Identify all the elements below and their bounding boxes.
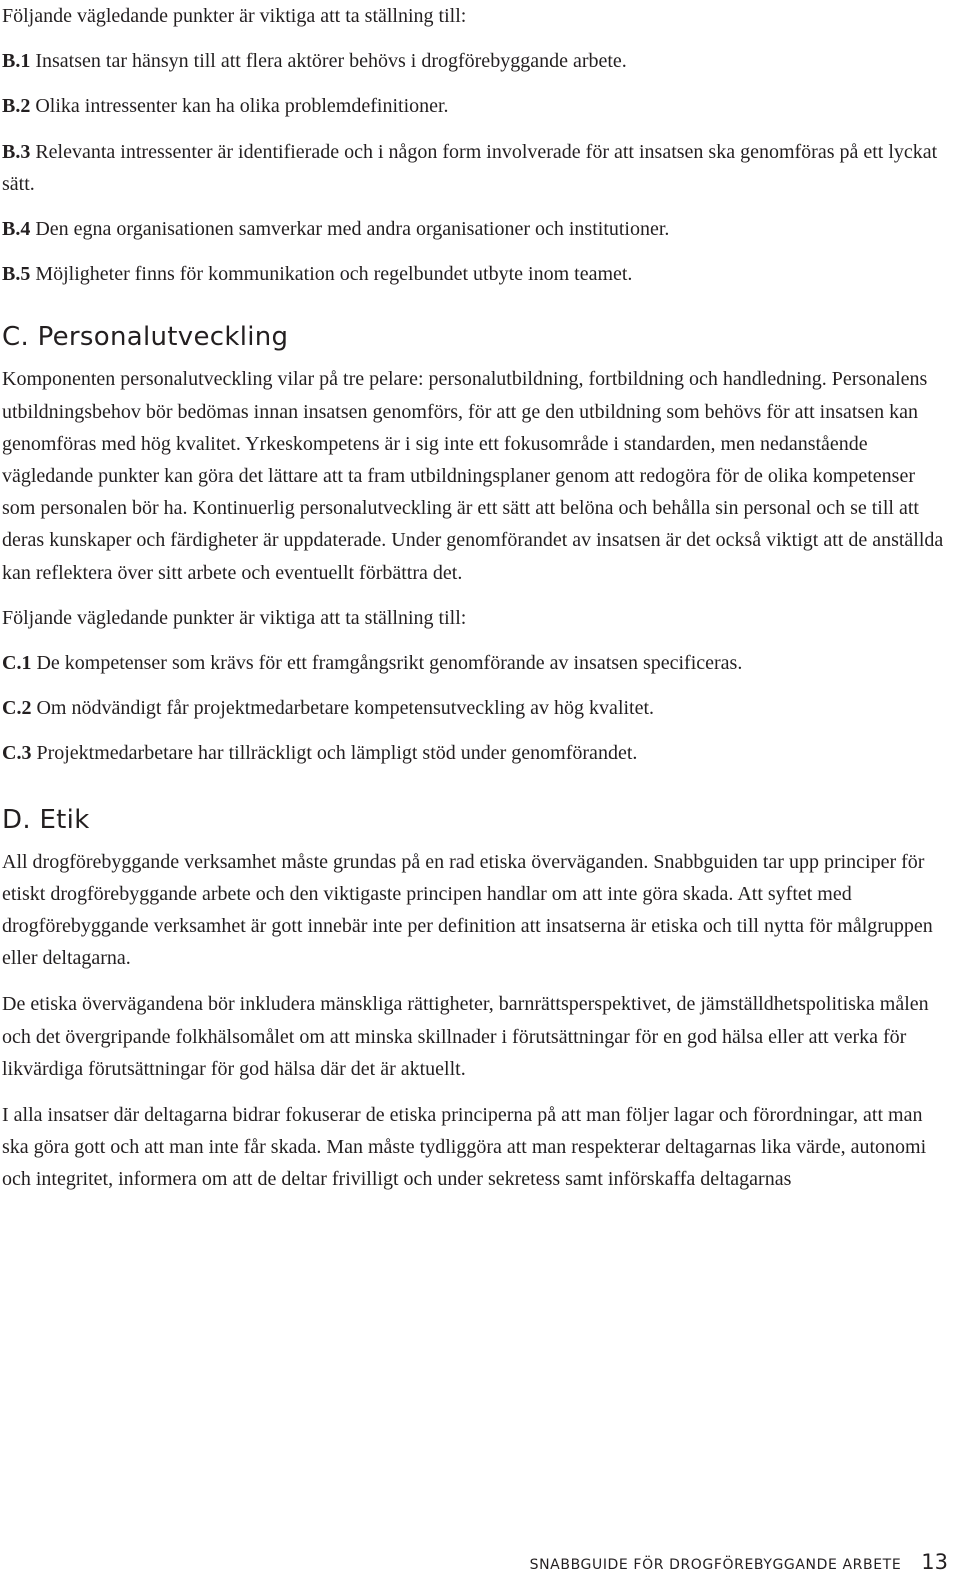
section-d-heading: D. Etik [2, 804, 90, 835]
guideline-b5 [2, 258, 952, 290]
guideline-b2 [2, 90, 952, 122]
guideline-text: De kompetenser som krävs för ett framgångsrikt genomförande av insatsen specificeras. [31, 652, 743, 675]
guideline-text: Olika intressenter kan ha olika problemdefinitioner. [30, 95, 449, 118]
guideline-text: Projektmedarbetare har tillräckligt och lämpligt stöd under genomförandet. [31, 742, 638, 765]
guideline-b3 [2, 136, 952, 200]
footer-title: SNABBGUIDE FÖR DROGFÖREBYGGANDE ARBETE [529, 1557, 902, 1573]
guideline-text: Om nödvändigt får projektmedarbetare kompetensutveckling av hög kvalitet. [31, 697, 655, 720]
section-c-lead: Följande vägledande punkter är viktiga att ta ställning till: [2, 606, 467, 629]
guideline-code: B.5 [2, 263, 31, 286]
guideline-b1 [2, 45, 952, 77]
guideline-code: C.2 [2, 697, 32, 720]
guideline-c1 [2, 647, 952, 679]
guideline-code: B.3 [2, 140, 31, 163]
guideline-c2 [2, 692, 952, 724]
guideline-c3 [2, 737, 952, 769]
section-c-heading: C. Personalutveckling [2, 322, 289, 353]
guideline-text: Relevanta intressenter är identifierade och i någon form involverade för att insatsen ska genomföras på ett lyckat sätt. [2, 140, 938, 195]
guideline-code: C.1 [2, 652, 32, 675]
page-number: 13 [921, 1550, 948, 1574]
guideline-code: C.3 [2, 742, 32, 765]
guideline-text: Möjligheter finns för kommunikation och regelbundet utbyte inom teamet. [30, 263, 633, 286]
guideline-code: B.1 [2, 50, 31, 73]
guideline-text: Den egna organisationen samverkar med andra organisationer och institutioner. [30, 218, 670, 241]
section-d-paragraph: All drogförebyggande verksamhet måste grundas på en rad etiska överväganden. Snabbguiden tar upp principer för etiskt drogförebyggande arbete och den viktigaste principen handlar om att inte göra skada. Att syftet med drogförebyggande verksamhet är gott innebär inte per definition att insatserna är etiska och till nytta för målgruppen eller deltagarna. [2, 850, 933, 970]
guideline-code: B.2 [2, 95, 31, 118]
section-b-lead: Följande vägledande punkter är viktiga att ta ställning till: [2, 5, 467, 27]
guideline-b4 [2, 213, 952, 245]
guideline-text: Insatsen tar hänsyn till att flera aktörer behövs i drogförebyggande arbete. [30, 50, 627, 73]
page-footer [530, 1550, 948, 1574]
guideline-code: B.4 [2, 218, 31, 241]
section-c-intro: Komponenten personalutveckling vilar på tre pelare: personalutbildning, fortbildning och handledning. Personalens utbildningsbehov bör bedömas innan insatsen genomförs, för att ge den utbildning som behövs för att insatsen kan genomföras med hög kvalitet. Yrkeskompetens är i sig inte ett fokusområde i standarden, men nedanstående vägledande punkter kan göra det lättare att ta fram utbildningsplaner genom att redogöra för de olika kompetenser som personalen bör ha. Kontinuerlig personalutveckling är ett sätt att belöna och behålla sin personal och se till att deras kunskaper och färdigheter är uppdaterade. Under genomförandet av insatsen är det också viktigt att de anställda kan reflektera över sitt arbete och eventuellt förbättra det. [2, 368, 944, 584]
document-page [2, 0, 952, 1196]
section-d-paragraph: I alla insatser där deltagarna bidrar fokuserar de etiska principerna på att man följer lagar och förordningar, att man ska göra gott och att man inte får skada. Man måste tydliggöra att man respekterar deltagarnas lika värde, autonomi och integritet, informera om att de deltar frivilligt och under sekretess samt införskaffa deltagarnas [2, 1104, 927, 1191]
section-d-paragraph: De etiska övervägandena bör inkludera mänskliga rättigheter, barnrättsperspektivet, de jämställdhetspolitiska målen och det övergripande folkhälsomålet om att minska skillnader i förutsättningar för en god hälsa eller att verka för likvärdiga förutsättningar för god hälsa där det är aktuellt. [2, 993, 929, 1080]
